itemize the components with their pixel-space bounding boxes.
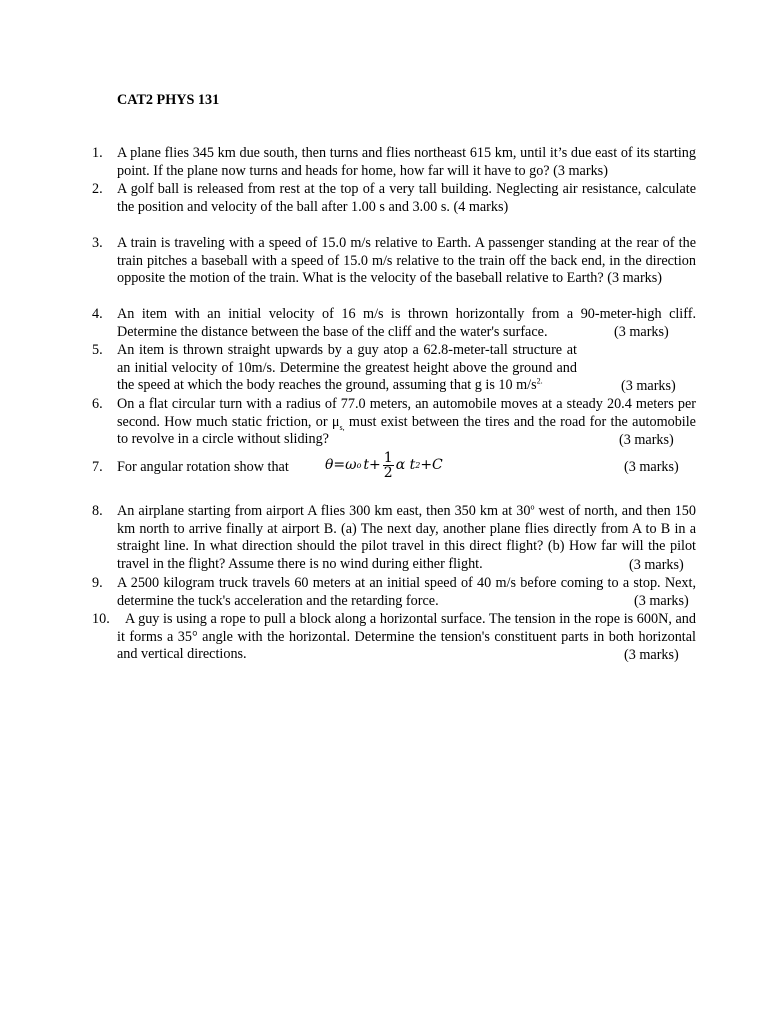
superscript: o [530,502,535,512]
question-text: An item with an initial velocity of 16 m/s is thrown horizontally from a 90-meter-high cliff. Determine the distance between the base of the cliff and the water's surface. [117,306,696,340]
formula-fraction [383,451,394,480]
question-number: 1. [92,145,103,161]
question-text: A guy is using a rope to pull a block along a horizontal surface. The tension in the rope is 600N, and it forms a 35° angle with the horizontal. Determine the tension's constituent parts in both horizontal and vertical directions. [117,611,696,663]
subscript: s, [339,422,345,432]
question-1 [92,145,696,180]
question-text-body: must exist between the tires and the road for the automobile to revolve in a circle without sliding? [117,413,696,448]
formula-term: +C [420,456,443,473]
angular-rotation-formula: θ=ω o t+ $\frac{1}{2}$ α t 2 +C [325,450,443,481]
question-number: 7. [92,459,103,475]
question-number: 8. [92,503,103,519]
question-text-body: An item is thrown straight upwards by a guy atop a 62.8-meter-tall structure at an initial velocity of 10m/s. Determine the greatest height above the ground and the speed at which the body reaches the ground, assuming that g is 10 m/s [117,342,577,394]
question-text-body: On a flat circular turn with a radius of 77.0 meters, an automobile moves at a steady 20.4 meters per second. How much static friction, or μ [117,396,696,430]
formula-term: t+ [363,456,381,473]
question-text: A 2500 kilogram truck travels 60 meters at an initial speed of 40 m/s before coming to a stop. Next, determine the tuck's acceleration and the retarding force. [117,575,696,609]
question-text-body: An airplane starting from airport A flies 300 km east, then 350 km at 30 [117,503,531,519]
formula-term: α t [395,456,416,473]
question-number: 4. [92,306,103,322]
question-number: 3. [92,235,103,251]
marks-label: (3 marks) [634,593,689,609]
question-number: 2. [92,181,103,197]
marks-label: (3 marks) [621,378,676,394]
question-number: 9. [92,575,103,591]
page-title: CAT2 PHYS 131 [117,92,220,108]
question-text [117,396,696,449]
marks-label: (3 marks) [619,432,674,448]
superscript: 2. [536,376,543,386]
marks-label: (3 marks) [624,647,679,663]
question-text [117,342,577,395]
fraction-numerator: 1 [383,450,393,466]
question-8 [92,503,696,574]
question-4 [92,306,696,341]
question-text: A golf ball is released from rest at the top of a very tall building. Neglecting air resistance, calculate the position and velocity of the ball after 1.00 s and 3.00 s. (4 marks) [117,181,696,215]
question-text-body: west of north, and then 150 km north to arrive finally at airport B. (a) The next day, another plane flies directly from A to B in a straight line. In what direction should the pilot travel in this direct flight? (b) How far will the pilot travel in the flight? Assume there is no wind during either flight. [117,503,696,573]
question-text: A train is traveling with a speed of 15.0 m/s relative to Earth. A passenger standing at the rear of the train pitches a baseball with a speed of 15.0 m/s relative to the train off the back end, in the direction opposite the motion of the train. What is the velocity of the baseball relative to Earth? (3 marks) [117,235,696,287]
question-text: A plane flies 345 km due south, then turns and flies northeast 615 km, until it’s due east of its starting point. If the plane now turns and heads for home, how far will it have to go? (3 marks) [117,145,696,179]
question-3 [92,235,696,288]
question-number: 6. [92,396,103,412]
question-10 [92,611,696,664]
question-7 [92,450,696,481]
fraction-denominator: 2 [383,465,393,481]
question-6 [92,396,696,449]
question-text [117,503,696,574]
marks-label: (3 marks) [614,324,669,340]
question-number: 5. [92,342,103,358]
question-5 [92,342,696,395]
question-9 [92,575,696,610]
marks-label: (3 marks) [624,459,679,475]
formula-lhs: θ=ω [325,456,357,473]
question-2 [92,181,696,216]
question-text: For angular rotation show that [117,459,289,475]
question-number: 10. [92,611,110,627]
marks-label: (3 marks) [629,557,684,573]
